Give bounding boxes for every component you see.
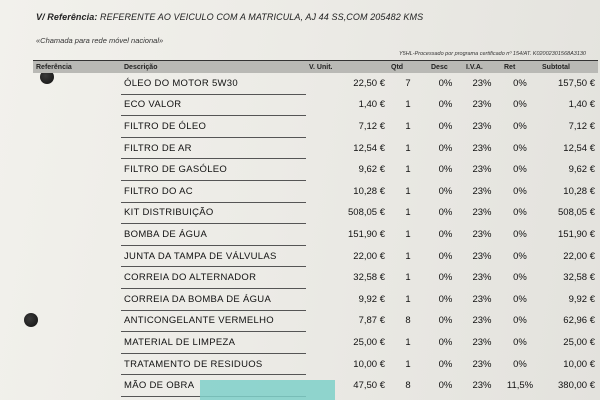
table-row [33, 94, 598, 116]
cell-ret: 0% [513, 250, 527, 262]
cell-iva: 23% [472, 99, 492, 111]
cell-desc: 0% [438, 207, 453, 219]
col-ret: Ret [501, 61, 539, 74]
cell-descricao: KIT DISTRIBUIÇÃO [121, 202, 306, 224]
cell-subtotal: 25,00 € [563, 336, 595, 348]
cell-subtotal: 9,92 € [568, 293, 595, 305]
cell-desc: 0% [438, 99, 453, 111]
cell-ret: 0% [513, 315, 527, 327]
cell-iva: 23% [472, 293, 492, 305]
cell-descricao: ECO VALOR [121, 94, 306, 116]
cell-iva: 23% [472, 380, 492, 392]
cell-referencia [33, 73, 121, 94]
cell-ret: 0% [513, 78, 527, 90]
cell-v-unit: 25,00 € [353, 336, 385, 348]
cell-qtd: 1 [405, 293, 411, 305]
cell-v-unit: 12,54 € [353, 142, 385, 154]
cell-iva: 23% [472, 164, 492, 176]
cell-descricao: FILTRO DE GASÓLEO [121, 159, 306, 181]
signature-tape [200, 380, 335, 400]
cell-referencia [33, 159, 121, 181]
cell-iva: 23% [472, 207, 492, 219]
cell-ret: 0% [513, 185, 527, 197]
cell-desc: 0% [438, 250, 453, 262]
cell-v-unit: 22,50 € [353, 78, 385, 90]
cell-referencia [33, 224, 121, 246]
cell-ret: 0% [513, 120, 527, 132]
cell-referencia [33, 288, 121, 310]
table-row [33, 116, 598, 138]
cell-v-unit: 7,87 € [358, 315, 385, 327]
table-row [33, 288, 598, 310]
cell-qtd: 1 [405, 336, 411, 348]
reference-label: V/ Referência: [36, 12, 98, 22]
cell-desc: 0% [438, 315, 453, 327]
cell-subtotal: 380,00 € [558, 380, 595, 392]
cell-v-unit: 10,00 € [353, 358, 385, 370]
cell-qtd: 1 [405, 99, 411, 111]
table-row [33, 202, 598, 224]
call-notice: «Chamada para rede móvel nacional» [36, 36, 164, 45]
cell-descricao: BOMBA DE ÁGUA [121, 224, 306, 246]
col-iva: I.V.A. [463, 61, 501, 74]
cell-desc: 0% [438, 358, 453, 370]
items-table [33, 60, 598, 397]
cell-descricao: ÓLEO DO MOTOR 5W30 [121, 73, 306, 94]
col-qtd: Qtd [388, 61, 428, 74]
cell-ret: 0% [513, 207, 527, 219]
cell-qtd: 7 [405, 78, 411, 90]
cell-ret: 0% [513, 336, 527, 348]
cell-desc: 0% [438, 272, 453, 284]
cell-subtotal: 1,40 € [568, 99, 595, 111]
cell-descricao: MÃO DE OBRA [121, 375, 306, 397]
cell-referencia [33, 375, 121, 397]
table-row [33, 267, 598, 289]
cell-referencia [33, 332, 121, 354]
cell-qtd: 1 [405, 207, 411, 219]
col-desc: Desc [428, 61, 463, 74]
cell-v-unit: 32,58 € [353, 272, 385, 284]
cell-subtotal: 151,90 € [558, 228, 595, 240]
cell-descricao: TRATAMENTO DE RESIDUOS [121, 353, 306, 375]
cell-ret: 0% [513, 164, 527, 176]
cell-v-unit: 508,05 € [348, 207, 385, 219]
table-row [33, 332, 598, 354]
cell-ret: 0% [513, 272, 527, 284]
cell-iva: 23% [472, 250, 492, 262]
cell-iva: 23% [472, 228, 492, 240]
cell-v-unit: 22,00 € [353, 250, 385, 262]
cell-v-unit: 9,92 € [358, 293, 385, 305]
certification-note: Y5HL-Processado por programa certificado nº 154/AT. K02002301568A3130 [399, 51, 586, 57]
cell-subtotal: 7,12 € [568, 120, 595, 132]
cell-iva: 23% [472, 142, 492, 154]
table-header [33, 61, 598, 74]
cell-referencia [33, 353, 121, 375]
cell-desc: 0% [438, 120, 453, 132]
cell-iva: 23% [472, 336, 492, 348]
cell-referencia [33, 180, 121, 202]
col-subtotal: Subtotal [539, 61, 598, 74]
table-row [33, 245, 598, 267]
table-row [33, 137, 598, 159]
reference-line [36, 12, 423, 22]
cell-iva: 23% [472, 78, 492, 90]
cell-descricao: FILTRO DE AR [121, 137, 306, 159]
cell-qtd: 1 [405, 164, 411, 176]
cell-qtd: 1 [405, 250, 411, 262]
cell-desc: 0% [438, 380, 453, 392]
table-row [33, 73, 598, 94]
cell-subtotal: 12,54 € [563, 142, 595, 154]
cell-referencia [33, 94, 121, 116]
cell-subtotal: 508,05 € [558, 207, 595, 219]
cell-qtd: 1 [405, 185, 411, 197]
cell-descricao: FILTRO DE ÓLEO [121, 116, 306, 138]
cell-iva: 23% [472, 185, 492, 197]
cell-qtd: 1 [405, 358, 411, 370]
cell-qtd: 1 [405, 120, 411, 132]
col-referencia: Referência [33, 61, 121, 74]
cell-ret: 0% [513, 99, 527, 111]
cell-ret: 11,5% [506, 380, 534, 392]
cell-subtotal: 10,00 € [563, 358, 595, 370]
cell-desc: 0% [438, 293, 453, 305]
table-row [33, 180, 598, 202]
cell-referencia [33, 137, 121, 159]
cell-ret: 0% [513, 293, 527, 305]
cell-descricao: FILTRO DO AC [121, 180, 306, 202]
cell-descricao: CORREIA DA BOMBA DE ÁGUA [121, 288, 306, 310]
table-body [33, 73, 598, 396]
cell-desc: 0% [438, 78, 453, 90]
cell-descricao: CORREIA DO ALTERNADOR [121, 267, 306, 289]
cell-referencia [33, 116, 121, 138]
cell-ret: 0% [513, 142, 527, 154]
cell-desc: 0% [438, 142, 453, 154]
cell-qtd: 1 [405, 142, 411, 154]
cell-referencia [33, 310, 121, 332]
cell-ret: 0% [513, 228, 527, 240]
cell-descricao: ANTICONGELANTE VERMELHO [121, 310, 306, 332]
cell-referencia [33, 245, 121, 267]
cell-referencia [33, 202, 121, 224]
cell-v-unit: 1,40 € [358, 99, 385, 111]
cell-desc: 0% [438, 336, 453, 348]
table-row [33, 310, 598, 332]
table-row [33, 353, 598, 375]
col-v-unit: V. Unit. [306, 61, 388, 74]
cell-desc: 0% [438, 164, 453, 176]
cell-subtotal: 10,28 € [563, 185, 595, 197]
cell-iva: 23% [472, 358, 492, 370]
cell-v-unit: 10,28 € [353, 185, 385, 197]
cell-ret: 0% [513, 358, 527, 370]
cell-iva: 23% [472, 120, 492, 132]
cell-qtd: 1 [405, 272, 411, 284]
cell-qtd: 8 [405, 380, 411, 392]
cell-qtd: 8 [405, 315, 411, 327]
cell-subtotal: 32,58 € [563, 272, 595, 284]
cell-iva: 23% [472, 272, 492, 284]
cell-desc: 0% [438, 185, 453, 197]
table-row [33, 224, 598, 246]
cell-descricao: MATERIAL DE LIMPEZA [121, 332, 306, 354]
cell-v-unit: 151,90 € [348, 228, 385, 240]
cell-descricao: JUNTA DA TAMPA DE VÁLVULAS [121, 245, 306, 267]
cell-subtotal: 9,62 € [568, 164, 595, 176]
cell-subtotal: 22,00 € [563, 250, 595, 262]
cell-v-unit: 47,50 € [353, 380, 385, 392]
cell-iva: 23% [472, 315, 492, 327]
cell-v-unit: 9,62 € [358, 164, 385, 176]
cell-subtotal: 157,50 € [558, 78, 595, 90]
table-row [33, 159, 598, 181]
cell-v-unit: 7,12 € [358, 120, 385, 132]
cell-desc: 0% [438, 228, 453, 240]
col-descricao: Descrição [121, 61, 306, 74]
cell-subtotal: 62,96 € [563, 315, 595, 327]
reference-value: REFERENTE AO VEICULO COM A MATRICULA, AJ 44 SS,COM 205482 KMS [100, 12, 424, 22]
cell-qtd: 1 [405, 228, 411, 240]
cell-referencia [33, 267, 121, 289]
